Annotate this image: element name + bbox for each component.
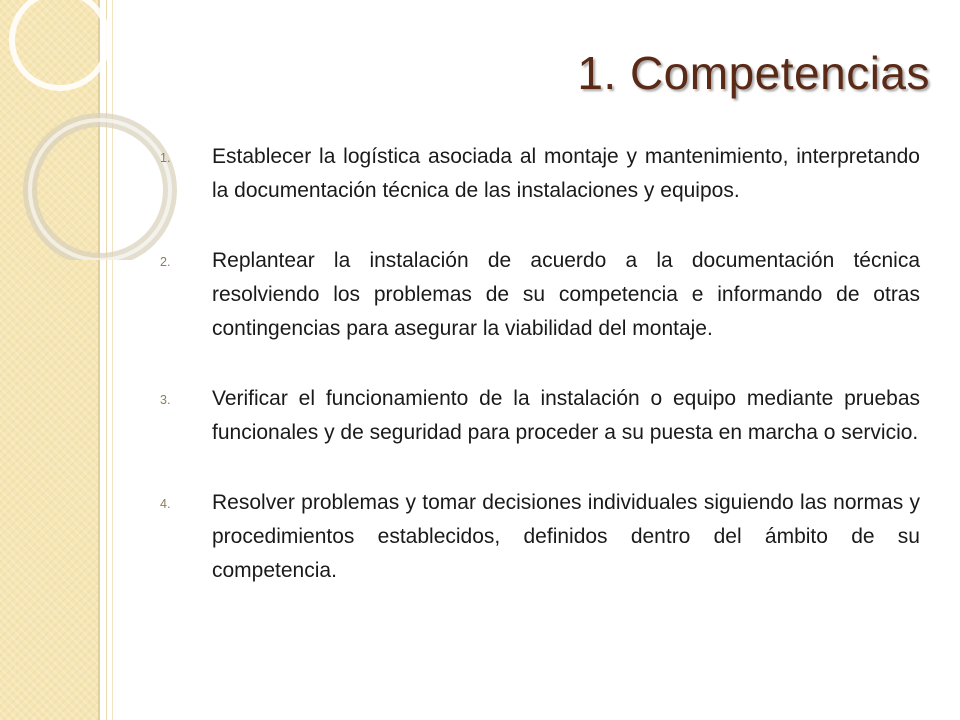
slide-title: 1. Competencias xyxy=(577,47,930,99)
list-item xyxy=(160,486,920,588)
item-number: 3. xyxy=(160,393,171,407)
item-text: Verificar el funcionamiento de la instalación o equipo mediante pruebas funcionales y de seguridad para proceder a su puesta en marcha o servicio. xyxy=(212,387,920,444)
item-number: 2. xyxy=(160,255,171,269)
item-text: Replantear la instalación de acuerdo a la documentación técnica resolviendo los problemas de su competencia e informando de otras contingencias para asegurar la viabilidad del montaje. xyxy=(212,249,920,340)
list-item xyxy=(160,382,920,450)
side-decorative-band xyxy=(0,0,98,720)
band-divider-line xyxy=(98,0,100,720)
item-text: Establecer la logística asociada al montaje y mantenimiento, interpretando la documentación técnica de las instalaciones y equipos. xyxy=(212,145,920,202)
band-divider-line xyxy=(106,0,107,720)
item-number: 4. xyxy=(160,497,171,511)
list-item xyxy=(160,244,920,346)
item-number: 1. xyxy=(160,151,171,165)
list-item xyxy=(160,140,920,208)
competencies-list xyxy=(160,140,920,624)
band-divider-line xyxy=(112,0,113,720)
item-text: Resolver problemas y tomar decisiones individuales siguiendo las normas y procedimientos establecidos, definidos dentro del ámbito de su competencia. xyxy=(212,491,920,582)
